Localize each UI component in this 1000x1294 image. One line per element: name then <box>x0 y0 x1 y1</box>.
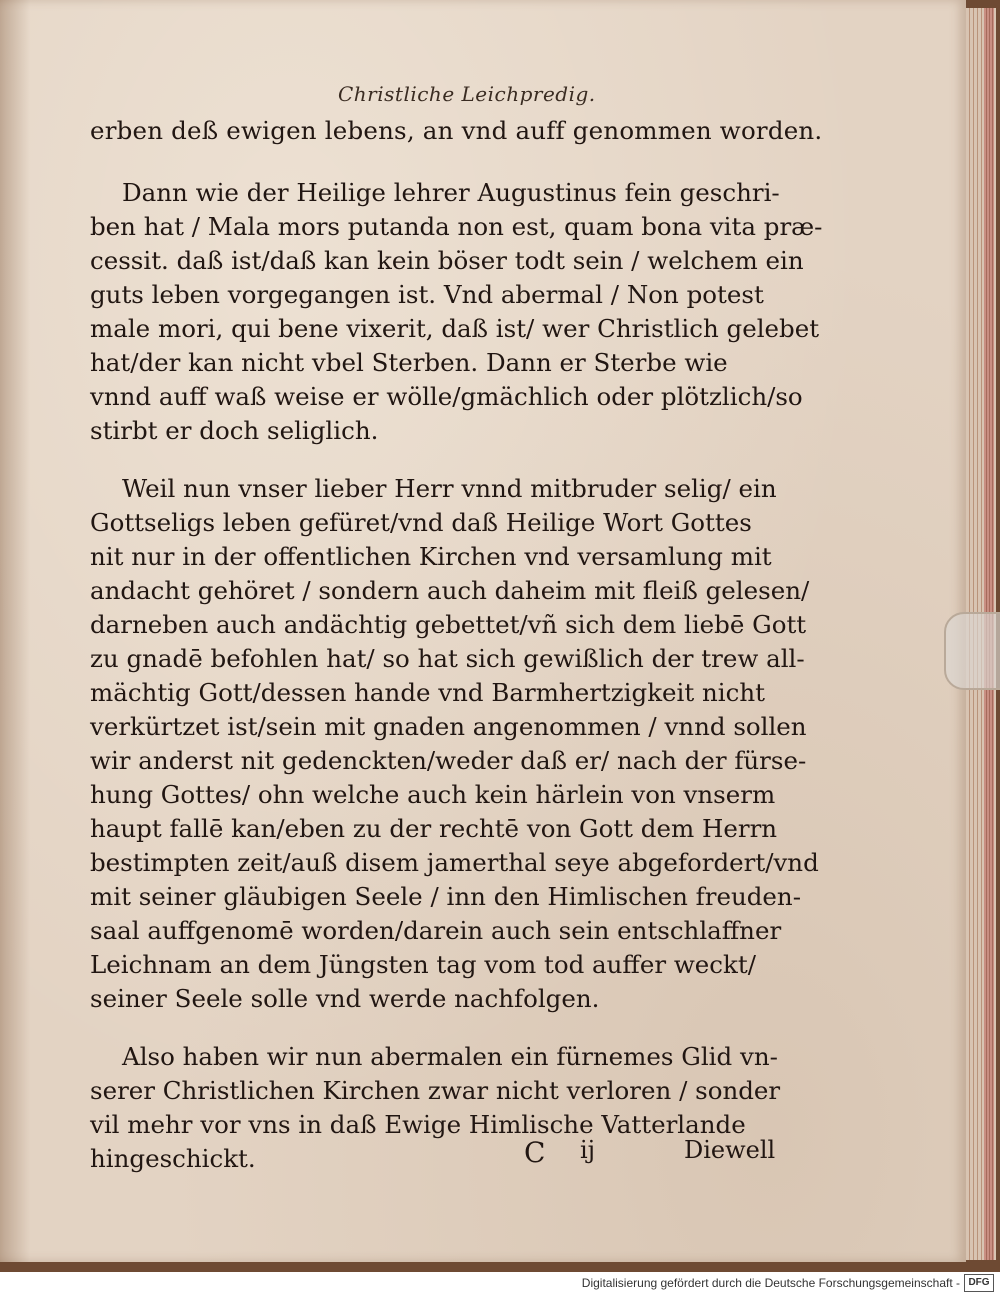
page-tab-marker <box>944 612 1000 690</box>
text-line: seiner Seele solle vnd werde nachfolgen. <box>90 984 600 1013</box>
continuation-line: erben deß ewigen lebens, an vnd auff genommen worden. <box>90 116 823 145</box>
running-head: Christliche Leichpredig. <box>338 82 596 106</box>
text-line: ben hat / Mala mors putanda non est, quam bona vita præ- <box>90 212 823 241</box>
text-line: stirbt er doch seliglich. <box>90 416 379 445</box>
text-line: guts leben vorgegangen ist. Vnd abermal / Non potest <box>90 280 764 309</box>
text-line: Gottseligs leben gefüret/vnd daß Heilige Wort Gottes <box>90 508 752 537</box>
text-line: Leichnam an dem Jüngsten tag vom tod auffer weckt/ <box>90 950 756 979</box>
text-line: andacht gehöret / sondern auch daheim mit fleiß gelesen/ <box>90 576 810 605</box>
signature-letter: C <box>524 1136 546 1169</box>
text-line: mit seiner gläubigen Seele / inn den Himlischen freuden- <box>90 882 801 911</box>
text-line: Weil nun vnser lieber Herr vnnd mitbruder selig/ ein <box>122 474 777 503</box>
text-line: haupt fallē kan/eben zu der rechtē von Gott dem Herrn <box>90 814 778 843</box>
text-line: bestimpten zeit/auß disem jamerthal seye abgefordert/vnd <box>90 848 819 877</box>
dfg-logo: DFG <box>964 1274 994 1292</box>
text-line: zu gnadē befohlen hat/ so hat sich gewißlich der trew all- <box>90 644 805 673</box>
catchword: Diewell <box>684 1136 776 1164</box>
text-line: serer Christlichen Kirchen zwar nicht verloren / sonder <box>90 1076 781 1105</box>
text-line: male mori, qui bene vixerit, daß ist/ wer Christlich gelebet <box>90 314 820 343</box>
text-line: vil mehr vor vns in daß Ewige Himlische Vatterlande <box>90 1110 746 1139</box>
text-line: vnnd auff waß weise er wölle/gmächlich oder plötzlich/so <box>90 382 803 411</box>
text-line: Also haben wir nun abermalen ein fürnemes Glid vn- <box>122 1042 778 1071</box>
text-line: cessit. daß ist/daß kan kein böser todt sein / welchem ein <box>90 246 804 275</box>
text-line: darneben auch andächtig gebettet/vñ sich dem liebē Gott <box>90 610 807 639</box>
text-line: mächtig Gott/dessen hande vnd Barmhertzigkeit nicht <box>90 678 765 707</box>
text-line: saal auffgenomē worden/darein auch sein entschlaffner <box>90 916 782 945</box>
text-line: nit nur in der offentlichen Kirchen vnd versamlung mit <box>90 542 772 571</box>
gutter-shadow <box>0 0 30 1262</box>
signature-number: ij <box>580 1136 596 1164</box>
text-line: wir anderst nit gedenckten/weder daß er/ nach der fürse- <box>90 746 807 775</box>
text-line: Dann wie der Heilige lehrer Augustinus fein geschri- <box>122 178 780 207</box>
paragraph-2 <box>90 472 819 1016</box>
text-line: verkürtzet ist/sein mit gnaden angenommen / vnnd sollen <box>90 712 807 741</box>
body-text <box>90 114 823 1176</box>
paragraph-1 <box>90 176 823 448</box>
text-line: hung Gottes/ ohn welche auch kein härlein von vnserm <box>90 780 776 809</box>
text-line: hingeschickt. <box>90 1144 256 1173</box>
text-line: hat/der kan nicht vbel Sterben. Dann er Sterbe wie <box>90 348 728 377</box>
funding-credit: Digitalisierung gefördert durch die Deutsche Forschungsgemeinschaft - <box>581 1276 960 1290</box>
